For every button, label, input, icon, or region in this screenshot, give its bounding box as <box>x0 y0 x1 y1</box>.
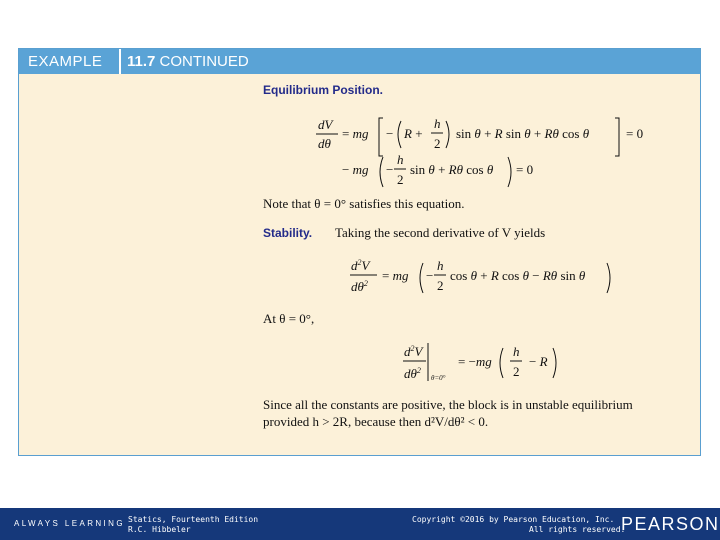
svg-text:= 0: = 0 <box>516 162 534 177</box>
svg-text:= −mg: = −mg <box>458 354 492 369</box>
svg-text:−: − <box>386 162 394 177</box>
svg-text:h: h <box>397 152 404 167</box>
book-author: R.C. Hibbeler <box>128 525 191 534</box>
equation-second-derivative <box>350 258 610 294</box>
svg-text:sin θ + R sin θ + Rθ cos θ: sin θ + R sin θ + Rθ cos θ <box>456 126 590 141</box>
svg-text:h: h <box>434 116 441 131</box>
svg-text:−: − <box>426 268 434 283</box>
stability-text: Taking the second derivative of V yields <box>335 225 546 240</box>
svg-text:d2V: $d^2V$ <box>404 344 423 359</box>
svg-text:2: 2 <box>434 136 441 151</box>
svg-text:dθ2: $d\theta^2$ <box>351 279 368 294</box>
svg-text:dV: dV <box>318 117 333 132</box>
at-text: At θ = 0°, <box>263 311 315 326</box>
svg-text:2: 2 <box>397 172 404 187</box>
svg-text:2: 2 <box>513 364 520 379</box>
pearson-logo: PEARSON <box>621 514 720 534</box>
svg-text:= 0: = 0 <box>626 126 644 141</box>
svg-text:sin θ + Rθ cos θ: sin θ + Rθ cos θ <box>410 162 494 177</box>
svg-text:θ=0°: θ=0° <box>431 374 446 382</box>
book-title: Statics, Fourteenth Edition <box>128 515 259 524</box>
equation-first-derivative-cont <box>342 152 533 187</box>
svg-text:= mg: = mg <box>342 126 369 141</box>
footer-bar <box>0 508 720 540</box>
svg-text:dθ: dθ <box>318 136 331 151</box>
svg-text:2: 2 <box>437 278 444 293</box>
equation-evaluated <box>403 343 556 382</box>
equilibrium-heading: Equilibrium Position. <box>263 83 383 97</box>
conclusion-line-2: provided h > 2R, because then d²V/dθ² < 0. <box>263 414 489 429</box>
equation-first-derivative <box>316 116 643 156</box>
copyright-line-2: All rights reserved. <box>529 525 626 534</box>
svg-text:h: h <box>513 344 520 359</box>
example-number: 11.7 CONTINUED <box>127 53 249 70</box>
example-label: EXAMPLE <box>28 53 103 70</box>
conclusion-line-1: Since all the constants are positive, the block is in unstable equilibrium <box>263 397 633 412</box>
svg-text:−: − <box>386 126 394 141</box>
copyright-line-1: Copyright ©2016 by Pearson Education, Inc. <box>412 515 615 524</box>
svg-text:= mg: = mg <box>382 268 409 283</box>
svg-text:cos θ + R cos θ − Rθ sin θ: cos θ + R cos θ − Rθ sin θ <box>450 268 586 283</box>
always-learning-logo: ALWAYS LEARNING <box>14 519 125 528</box>
svg-text:dθ2: $d\theta^2$ <box>404 366 421 381</box>
svg-text:R +: R + <box>404 126 423 141</box>
svg-text:− R: − R <box>529 354 548 369</box>
svg-text:d2V: $d^2V$ <box>351 258 370 273</box>
svg-text:h: h <box>437 258 444 273</box>
svg-text:− mg: − mg <box>342 162 369 177</box>
note-text: Note that θ = 0° satisfies this equation. <box>263 196 465 211</box>
stability-heading: Stability. <box>263 226 313 240</box>
